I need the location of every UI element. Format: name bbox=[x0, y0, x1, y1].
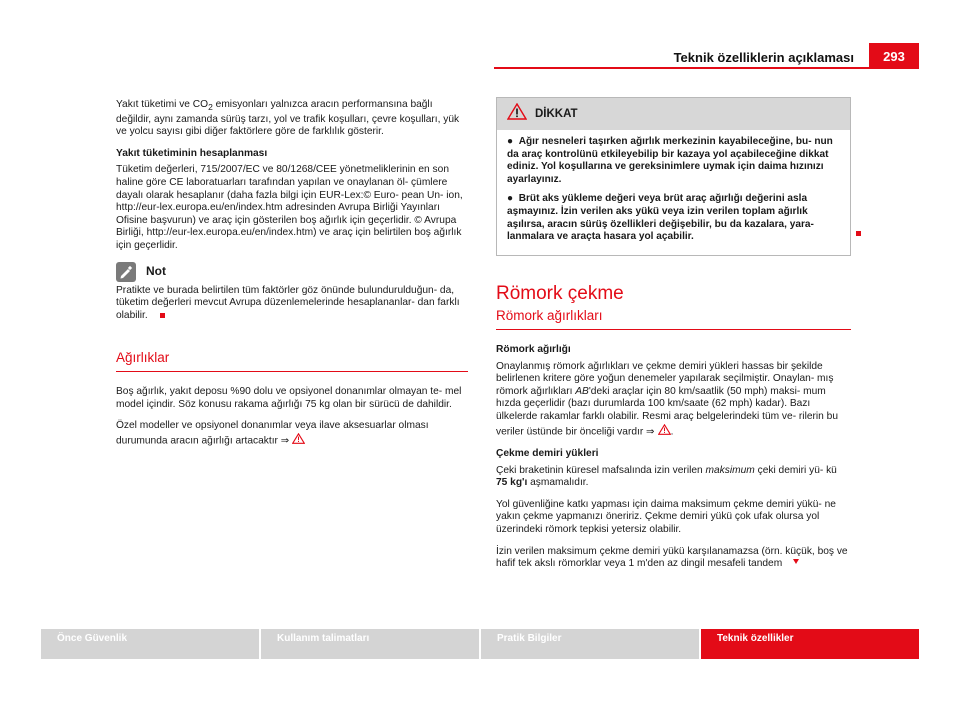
left-column bbox=[116, 99, 468, 457]
trailer-weight-ab: AB bbox=[575, 385, 589, 397]
warning-header bbox=[497, 98, 850, 130]
warning-item: ● Brüt aks yükleme değeri veya brüt araç ağırlığı değerini asla aşmayınız. İzin verilen aks yükü veya izin verilen toplam ağırlık aşılırsa, aracın sürüş özellikleri değişebilir, bu da kazalara, yara- lanmalara ve araçta hasara yol açabilir. bbox=[507, 193, 814, 243]
hitch-text-a: Çeki braketinin küresel mafsalında izin verilen bbox=[496, 464, 706, 476]
co2-subscript: 2 bbox=[208, 102, 213, 113]
tab-operating-instructions[interactable]: Kullanım talimatları bbox=[261, 629, 479, 659]
footer-tabs bbox=[41, 629, 919, 659]
calc-paragraph: Tüketim değerleri, 715/2007/EC ve 80/1268/CEE yönetmeliklerinin en son haline göre CE laboratuarları tarafından yapılan ve onaylanan öl- çümlere dayalı olarak hesaplanır (daha fazla bilgi için EUR-Lex:© Euro- pean Un- ion, http://eur-lex.europa.eu/en/index.htm adresinden Avrupa Birliği Yayınları Ofisine başvurun) ve araç için gösterilen boş ağırlık için geçerlidir. © Avrupa Birliği, http://eur-lex.europa.eu/en/index.htm) ve araç için belirtilen boş ağırlık için geçerlidir. bbox=[116, 164, 463, 251]
note-paragraph bbox=[116, 285, 468, 323]
tab-practical-info[interactable]: Pratik Bilgiler bbox=[481, 629, 699, 659]
intro-paragraph bbox=[116, 99, 468, 139]
section-end-marker bbox=[160, 313, 165, 318]
intro-text-rest: emisyonları yalnızca aracın performansına bağlı değildir, aynı zamanda sürüş tarzı, yol ve trafik koşulları, çevre koşulları, yük ve yolcu sayısı gibi diğer faktörlere göre de farklılık gösterir. bbox=[116, 99, 460, 138]
intro-text: Yakıt tüketimi ve CO bbox=[116, 99, 209, 110]
hitch-kg: 75 kg'ı bbox=[496, 477, 528, 489]
warning-triangle-icon bbox=[507, 103, 527, 125]
chapter-title: Römork çekme bbox=[496, 282, 624, 304]
hitch-paragraph bbox=[496, 465, 851, 490]
hitch-text-b: çeki demiri yü- kü bbox=[754, 464, 837, 476]
last-paragraph bbox=[496, 546, 851, 571]
calc-heading: Yakıt tüketiminin hesaplanması bbox=[116, 147, 268, 159]
trailer-weight-text-b: 'deki araçlar için 80 km/saatlik (50 mph) maksi- mum hızda geçerlidir (bazı durumlarda 100 km/saate (62 mph) kadar). Bazı ülkelerde rakamlar farklı olabilir. Resmi araç belgelerindeki tüm ve- rilerin bu veriler üstünde bir önceliği vardır ⇒ bbox=[496, 385, 838, 437]
hitch-heading: Çekme demiri yükleri bbox=[496, 448, 599, 460]
note-icon bbox=[116, 262, 136, 282]
tab-technical-specs[interactable]: Teknik özellikler bbox=[701, 629, 919, 659]
safety-paragraph: Yol güvenliğine katkı yapması için daima maksimum çekme demiri yükü- ne yakın çekme yapmanızı öneririz. Çekme demiri yükü çok ufak olursa yol üzerindeki römork tepkisi yetersiz olabilir. bbox=[496, 498, 836, 536]
weights-paragraph-1: Boş ağırlık, yakıt deposu %90 dolu ve opsiyonel donanımlar olmayan te- mel model içindir. Söz konusu rakama ağırlığı 75 kg olan bir sürücü de dahildir. bbox=[116, 385, 462, 410]
warning-item-text: Ağır nesneleri taşırken ağırlık merkezinin kayabileceğine, bu- nun da araç kontrolünü etkileyebilip bir kazaya yol açabileceğine dikkat ediniz. Yol koşullarına ve gereksinimlere uymak için daima hızınızı ayarlayınız. bbox=[507, 136, 833, 185]
note-header bbox=[116, 262, 468, 282]
warning-box bbox=[496, 97, 851, 256]
tab-safety[interactable]: Önce Güvenlik bbox=[41, 629, 259, 659]
weights-heading: Ağırlıklar bbox=[116, 352, 468, 372]
last-text: İzin verilen maksimum çekme demiri yükü karşılanamazsa (örn. küçük, boş ve hafif tek akslı römorklar veya 1 m'den az dingil mesafeli tandem bbox=[496, 545, 848, 570]
page-header-title: Teknik özelliklerin açıklaması bbox=[673, 50, 854, 65]
warning-triangle-icon[interactable] bbox=[292, 433, 305, 449]
page-number: 293 bbox=[869, 43, 919, 69]
warning-body bbox=[497, 130, 850, 255]
section-title: Römork ağırlıkları bbox=[496, 310, 851, 330]
warning-item-text: Brüt aks yükleme değeri veya brüt araç ağırlığı değerini asla aşmayınız. İzin verilen aks yükü veya izin verilen toplam ağırlık aşılırsa, aracın sürüş özellikleri değişebilir, bu da kazalara, yara- lanmalara ve araçta hasara yol açabilir. bbox=[507, 193, 814, 243]
hitch-max: maksimum bbox=[705, 464, 755, 476]
warning-triangle-icon[interactable] bbox=[658, 424, 671, 440]
trailer-weight-heading: Römork ağırlığı bbox=[496, 343, 571, 355]
warning-item: ● Ağır nesneleri taşırken ağırlık merkezinin kayabileceğine, bu- nun da araç kontrolünü etkileyebilip bir kazaya yol açabileceğine dikkat ediniz. Yol koşullarına ve gereksinimlere uymak için daima hızınızı ayarlayınız. bbox=[507, 136, 833, 185]
right-column bbox=[496, 97, 851, 580]
trailer-weight-text-a: Onaylanmış römork ağırlıkları ve çekme demiri yükleri hassas bir şekilde belirlenen kritere göre yoğun denemeler yapılarak seçilmiştir. Onaylan- mış römork ağırlıkları bbox=[496, 360, 834, 397]
warning-title: DİKKAT bbox=[535, 107, 578, 120]
section-end-marker bbox=[856, 231, 861, 236]
continue-arrow-icon bbox=[792, 558, 800, 569]
header-rule bbox=[494, 67, 919, 69]
weights-paragraph-2 bbox=[116, 420, 468, 448]
note-title: Not bbox=[146, 264, 166, 279]
trailer-weight-paragraph: Onaylanmış römork ağırlıkları ve çekme demiri yükleri hassas bir şekilde belirlenen kritere göre yoğun denemeler yapılarak seçilmiştir. Onaylan- mış römork ağırlıkları AB'deki araçlar için 80 km/saatlik (50 mph) maksi- mum hızda geçerlidir (bazı durumlarda 100 km/saate (62 mph) kadar). Bazı ülkelerde rakamlar farklı olabilir. Resmi araç belgelerindeki tüm ve- rilerin bu veriler üstünde bir önceliği vardır ⇒ . bbox=[496, 361, 851, 440]
weights-text-2: Özel modeller ve opsiyonel donanımlar veya ilave aksesuarlar olması durumunda aracın ağırlığı artacaktır ⇒ bbox=[116, 420, 429, 447]
hitch-text-c: aşmamalıdır. bbox=[527, 477, 589, 489]
note-text: Pratikte ve burada belirtilen tüm faktörler göz önünde bulundurulduğun- da, tüketim değerleri mevcut Avrupa düzenlemelerinde hesaplananlar- dan farklı olabilir. bbox=[116, 284, 460, 321]
